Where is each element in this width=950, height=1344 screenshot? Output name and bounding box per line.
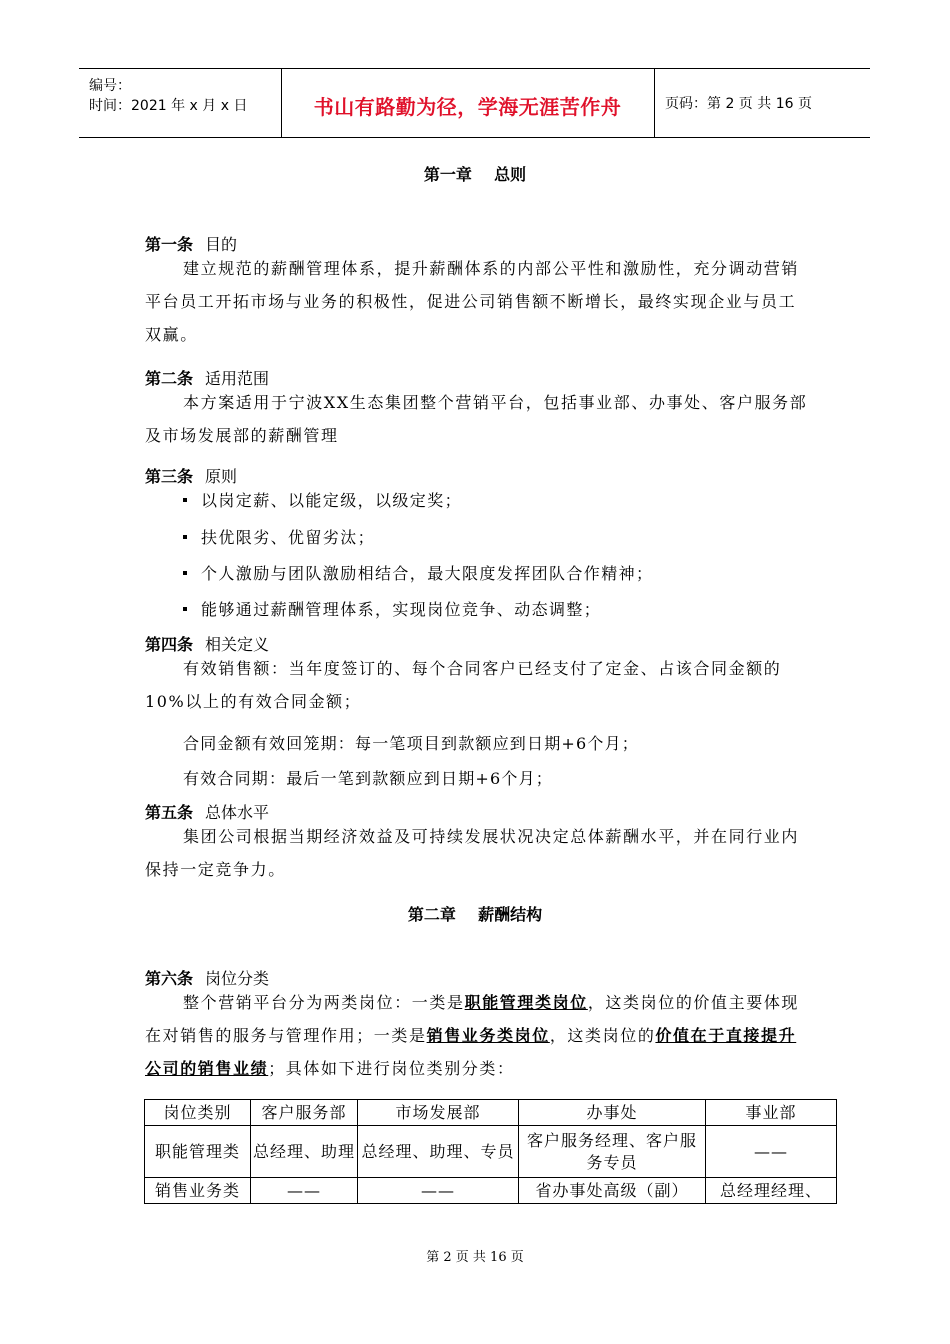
table-cell: 销售业务类 xyxy=(145,1178,251,1204)
principle-item: 以岗定薪、以能定级，以级定奖； xyxy=(183,488,462,511)
header-page-cell xyxy=(655,69,870,137)
principle-item: 能够通过薪酬管理体系，实现岗位竞争、动态调整； xyxy=(183,597,601,620)
table-cell: —— xyxy=(251,1178,358,1204)
article-6-title: 岗位分类 xyxy=(205,969,270,988)
sales-value-phrase: 价值在于直接提升公司的销售业绩 xyxy=(145,1026,797,1078)
table-cell: —— xyxy=(358,1178,519,1204)
table-header-cell: 事业部 xyxy=(706,1100,837,1126)
article-5-title: 总体水平 xyxy=(205,803,270,822)
principle-item: 个人激励与团队激励相结合，最大限度发挥团队合作精神； xyxy=(183,561,653,584)
table-header-cell: 办事处 xyxy=(519,1100,706,1126)
chapter-2-title: 第二章 薪酬结构 xyxy=(407,905,543,924)
bullet-icon xyxy=(183,571,187,575)
table-cell: —— xyxy=(706,1126,837,1178)
article-2-number: 第二条 xyxy=(145,369,194,388)
header-motto: 书山有路勤为径，学海无涯苦作舟 xyxy=(313,95,622,119)
article-4-number: 第四条 xyxy=(145,635,194,654)
table-header-row xyxy=(145,1100,837,1126)
article-6-body: 整个营销平台分为两类岗位：一类是职能管理类岗位，这类岗位的价值主要体现在对销售的服务与管理作用；一类是销售业务类岗位，这类岗位的价值在于直接提升公司的销售业绩；具体如下进行岗位类别分类： xyxy=(145,993,800,1078)
article-3-title: 原则 xyxy=(205,467,238,486)
table-cell: 总经理经理、 xyxy=(706,1178,837,1204)
page-footer: 第 2 页 共 16 页 xyxy=(426,1250,524,1265)
document-number-label: 编号： xyxy=(89,78,131,94)
table-cell: 总经理、助理 xyxy=(251,1126,358,1178)
table-row xyxy=(145,1126,837,1178)
table-cell: 职能管理类 xyxy=(145,1126,251,1178)
article-3-heading xyxy=(145,464,237,487)
bullet-icon xyxy=(183,535,187,539)
article-3-number: 第三条 xyxy=(145,467,194,486)
article-5-body: 集团公司根据当期经济效益及可持续发展状况决定总体薪酬水平，并在同行业内保持一定竞争力。 xyxy=(145,827,800,879)
article-4-title: 相关定义 xyxy=(205,635,270,654)
principle-item: 扶优限劣、优留劣汰； xyxy=(183,525,375,548)
article-1-body: 建立规范的薪酬管理体系，提升薪酬体系的内部公平性和激励性，充分调动营销平台员工开拓市场与业务的积极性，促进公司销售额不断增长，最终实现企业与员工双赢。 xyxy=(145,259,800,344)
table-cell: 总经理、助理、专员 xyxy=(358,1126,519,1178)
article-6-number: 第六条 xyxy=(145,969,194,988)
table-header-cell: 岗位类别 xyxy=(145,1100,251,1126)
article-4-line-3: 有效合同期：最后一笔到款额应到日期+6个月； xyxy=(183,769,553,788)
table-row xyxy=(145,1178,837,1204)
article-4-body: 有效销售额：当年度签订的、每个合同客户已经支付了定金、占该合同金额的10%以上的有效合同金额； xyxy=(145,659,782,711)
document-date-label: 时间：2021 年 x 月 x 日 xyxy=(89,98,248,114)
table-cell: 客户服务经理、客户服务专员 xyxy=(519,1126,706,1178)
chapter-1-title: 第一章 总则 xyxy=(423,165,527,184)
position-category-table xyxy=(144,1099,837,1204)
page-header xyxy=(79,68,870,138)
article-5-number: 第五条 xyxy=(145,803,194,822)
article-1-number: 第一条 xyxy=(145,235,194,254)
bullet-icon xyxy=(183,607,187,611)
article-2-body: 本方案适用于宁波XX生态集团整个营销平台，包括事业部、办事处、客户服务部及市场发展部的薪酬管理 xyxy=(145,393,808,445)
header-info-cell xyxy=(79,69,282,137)
header-motto-cell xyxy=(281,69,655,137)
article-4-line-2: 合同金额有效回笼期：每一笔项目到款额应到日期+6个月； xyxy=(183,734,639,753)
bullet-icon xyxy=(183,498,187,502)
table-header-cell: 客户服务部 xyxy=(251,1100,358,1126)
header-page-number: 页码：第 2 页 共 16 页 xyxy=(665,96,812,112)
article-1-title: 目的 xyxy=(205,235,238,254)
table-header-cell: 市场发展部 xyxy=(358,1100,519,1126)
article-2-title: 适用范围 xyxy=(205,369,270,388)
functional-management-term: 职能管理类岗位 xyxy=(464,993,588,1012)
table-cell: 省办事处高级（副） xyxy=(519,1178,706,1204)
sales-business-term: 销售业务类岗位 xyxy=(426,1026,550,1045)
